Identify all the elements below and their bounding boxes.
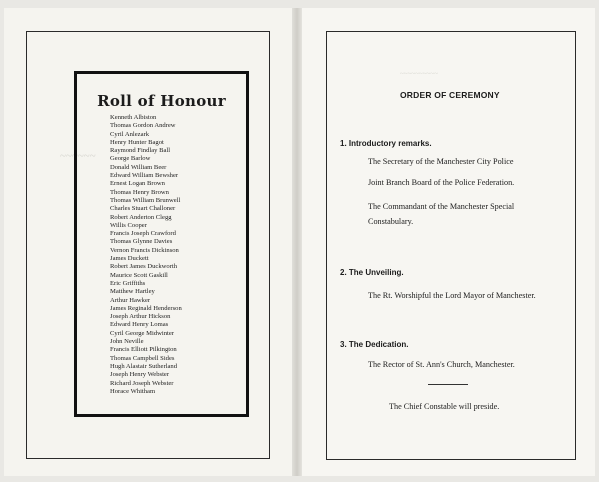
roll-of-honour-title: Roll of Honour — [97, 92, 226, 110]
honour-name: Charles Stuart Challoner — [110, 205, 176, 213]
honour-name: John Neville — [110, 338, 144, 346]
section-line: The Commandant of the Manchester Special — [368, 202, 515, 211]
section-heading-dedication: 3. The Dedication. — [340, 340, 409, 349]
honour-name: Robert Anderton Clegg — [110, 213, 172, 221]
honour-name: Thomas Henry Brown — [110, 188, 169, 196]
names-list — [110, 114, 182, 396]
honour-name: Joseph Arthur Hickson — [110, 313, 171, 321]
honour-name: Robert James Duckworth — [110, 263, 178, 271]
section-line: Joint Branch Board of the Police Federation. — [368, 178, 515, 187]
honour-name: Ernest Logan Brown — [110, 180, 165, 188]
honour-name: Kenneth Albiston — [110, 114, 157, 121]
honour-name: Francis Joseph Crawford — [110, 230, 176, 238]
honour-name: Raymond Findlay Ball — [110, 147, 171, 155]
honour-name: James Reginald Henderson — [110, 304, 182, 312]
section-heading-introductory: 1. Introductory remarks. — [340, 139, 432, 148]
honour-name: Horace Whitham — [110, 387, 156, 395]
honour-name: Eric Griffiths — [110, 279, 146, 287]
section-heading-unveiling: 2. The Unveiling. — [340, 268, 404, 277]
honour-name: Francis Elliott Pilkington — [110, 346, 177, 354]
section-line: The Rt. Worshipful the Lord Mayor of Manchester. — [368, 291, 536, 300]
honour-name: Thomas Glynne Davies — [110, 238, 173, 246]
divider-rule — [428, 384, 468, 385]
honour-name: Donald William Beer — [110, 163, 167, 171]
page-fold — [292, 8, 302, 476]
honour-name: Matthew Hartley — [110, 288, 155, 296]
honour-name: Maurice Scott Gaskill — [110, 271, 168, 279]
honour-name: Arthur Hawker — [110, 296, 151, 304]
honour-name: Henry Hunter Bagot — [110, 138, 164, 146]
honour-name: Thomas William Brunwell — [110, 196, 181, 204]
honour-name: Cyril Anlezark — [110, 130, 150, 138]
honour-name: Thomas Campbell Sides — [110, 354, 175, 362]
order-of-ceremony-title: ORDER OF CEREMONY — [400, 90, 500, 100]
show-through-text: ~~~~~~~~~~ — [400, 70, 438, 78]
show-through-text: ~~~~~~ — [60, 150, 96, 162]
honour-name: George Barlow — [110, 155, 151, 163]
ceremony-footer: The Chief Constable will preside. — [389, 402, 500, 411]
honour-name: Richard Joseph Webster — [110, 379, 174, 387]
honour-name: Joseph Henry Webster — [110, 371, 170, 379]
section-line: The Rector of St. Ann's Church, Manchester. — [368, 360, 515, 369]
honour-name: Cyril George Midwinter — [110, 329, 174, 337]
honour-name: Hugh Alastair Sutherland — [110, 362, 178, 370]
section-line: The Secretary of the Manchester City Police — [368, 157, 514, 166]
honour-name: Thomas Gordon Andrew — [110, 122, 176, 130]
honour-name: James Duckett — [110, 255, 149, 263]
roll-of-honour-box — [74, 71, 249, 417]
section-line: Constabulary. — [368, 217, 414, 226]
honour-name: Edward William Bewsher — [110, 172, 179, 180]
honour-name: Willis Cooper — [110, 221, 147, 229]
honour-name: Vernon Francis Dickinson — [110, 246, 179, 254]
honour-name: Edward Henry Lomas — [110, 321, 169, 329]
